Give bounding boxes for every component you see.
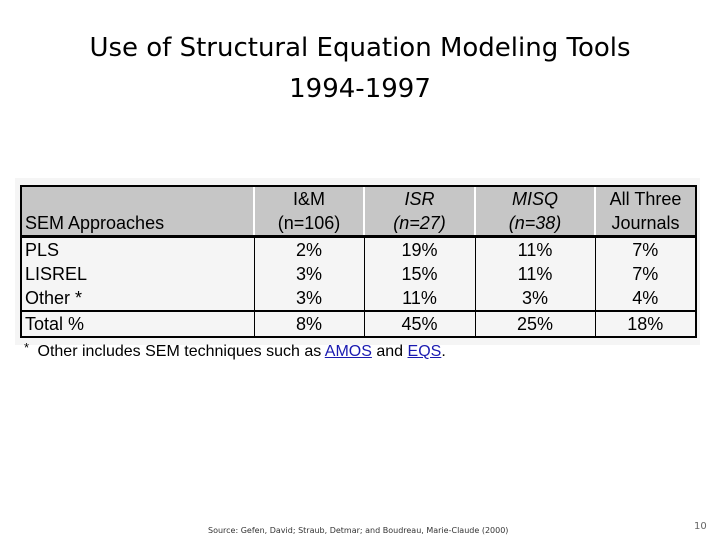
cell-value: 15%: [364, 262, 475, 286]
header-isr: ISR (n=27): [364, 186, 475, 237]
table-row-total: [21, 311, 696, 337]
cell-value: 11%: [475, 237, 595, 263]
header-sem-approaches: SEM Approaches: [21, 186, 254, 237]
cell-value: 8%: [254, 311, 364, 337]
footnote-text-middle: and: [376, 343, 404, 360]
cell-value: 18%: [595, 311, 696, 337]
source-citation: Source: Gefen, David; Straub, Detmar; and Boudreau, Marie-Claude (2000): [208, 526, 509, 535]
footnote-text-end: .: [441, 343, 446, 360]
cell-value: 7%: [595, 237, 696, 263]
table-row-pls: [21, 237, 696, 263]
cell-value: 3%: [475, 286, 595, 311]
row-label: Total %: [21, 311, 254, 337]
cell-value: 3%: [254, 286, 364, 311]
footnote-marker: *: [24, 340, 30, 355]
page-number: 10: [694, 521, 707, 532]
slide-title-line1: Use of Structural Equation Modeling Tools: [89, 33, 631, 63]
footnote-text: Other includes SEM techniques such as: [37, 343, 322, 360]
sem-usage-table: [20, 185, 697, 338]
cell-value: 45%: [364, 311, 475, 337]
row-label: PLS: [21, 237, 254, 263]
row-label: LISREL: [21, 262, 254, 286]
cell-value: 25%: [475, 311, 595, 337]
cell-value: 11%: [475, 262, 595, 286]
cell-value: 7%: [595, 262, 696, 286]
table-header-row: [21, 186, 696, 237]
table-row-other: [21, 286, 696, 311]
cell-value: 2%: [254, 237, 364, 263]
eqs-link[interactable]: EQS: [407, 343, 442, 360]
cell-value: 19%: [364, 237, 475, 263]
cell-value: 3%: [254, 262, 364, 286]
table-footnote: [24, 340, 446, 361]
header-im: I&M (n=106): [254, 186, 364, 237]
cell-value: 11%: [364, 286, 475, 311]
header-misq: MISQ (n=38): [475, 186, 595, 237]
row-label: Other *: [21, 286, 254, 311]
cell-value: 4%: [595, 286, 696, 311]
slide-title: [0, 28, 720, 110]
header-all-three: All Three Journals: [595, 186, 696, 237]
table-image: [15, 178, 700, 345]
slide-title-line2: 1994-1997: [289, 74, 431, 104]
table-row-lisrel: [21, 262, 696, 286]
amos-link[interactable]: AMOS: [324, 343, 372, 360]
